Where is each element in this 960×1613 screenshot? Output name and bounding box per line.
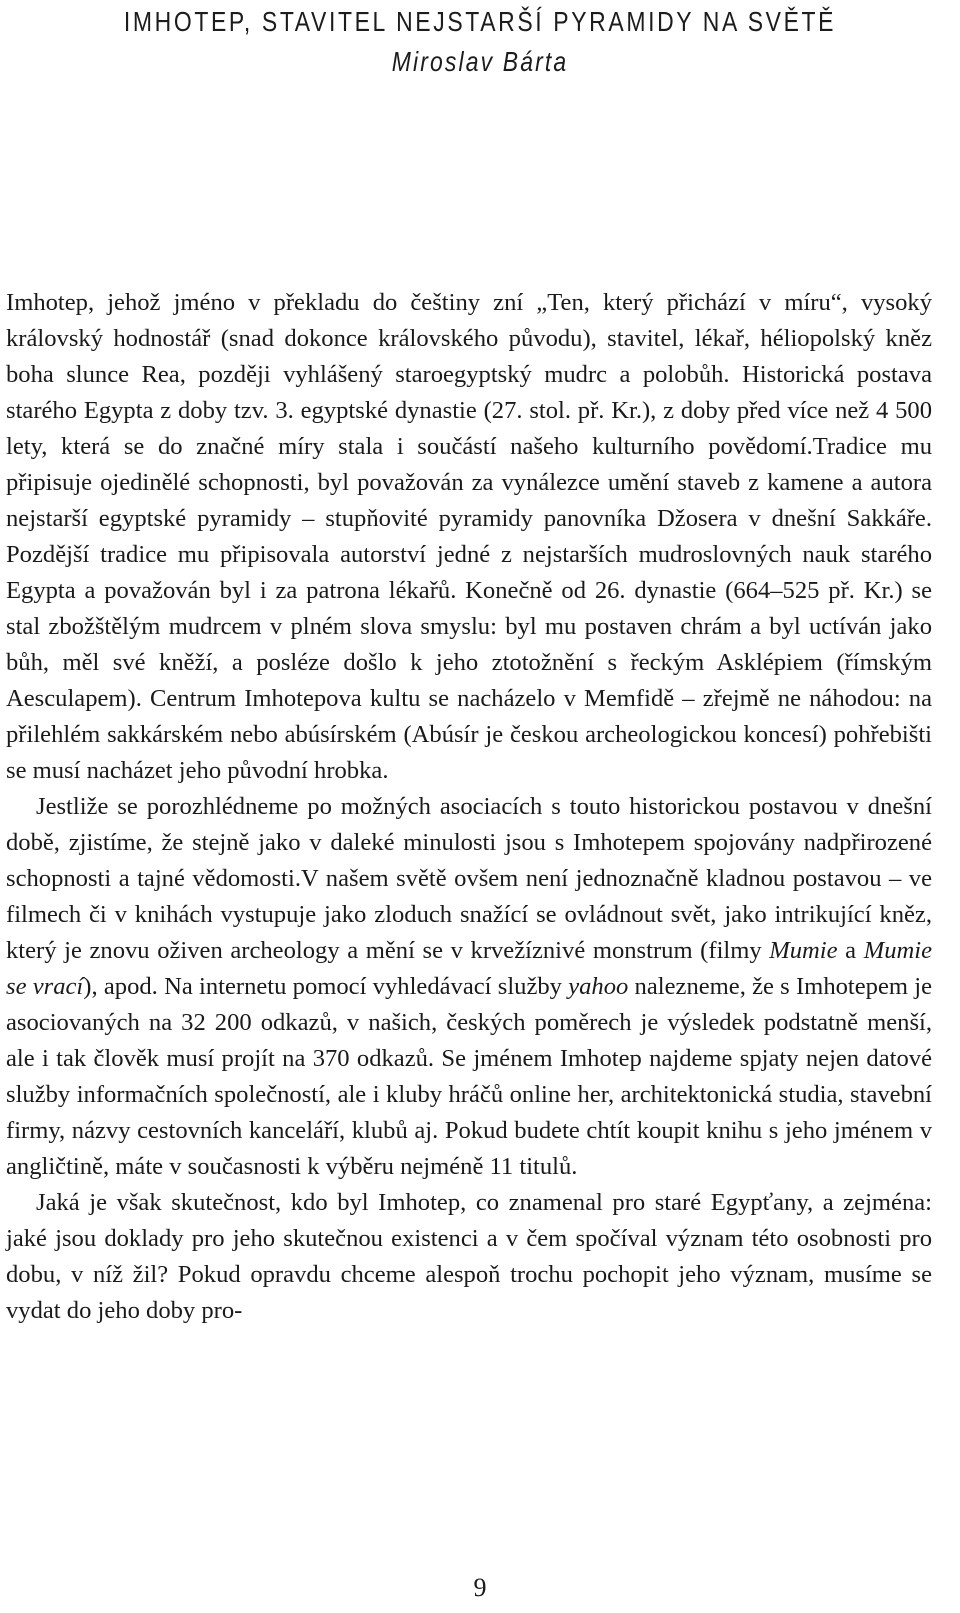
body-text	[6, 285, 932, 1329]
paragraph-1-text: Imhotep, jehož jméno v překladu do češtiny zní „Ten, který přichází v míru“, vysoký královský hodnostář (snad dokonce královského původu), stavitel, lékař, héliopolský kněz boha slunce Rea, později vyhlášený staroegyptský mudrc a polobůh. Historická postava starého Egypta z doby tzv. 3. egyptské dynastie (27. stol. př. Kr.), z doby před více než 4 500 lety, která se do značné míry stala i součástí našeho kulturního povědomí.Tradice mu připisuje ojedinělé schopnosti, byl považován za vynálezce umění staveb z kamene a autora nejstarší egyptské pyramidy – stupňovité pyramidy panovníka Džosera v dnešní Sakkáře. Pozdější tradice mu připisovala autorství jedné z nejstarších mudroslovných nauk starého Egypta a považován byl i za patrona lékařů. Konečně od 26. dynastie (664–525 př. Kr.) se stal zbožštělým mudrcem v plném slova smyslu: byl mu postaven chrám a byl uctíván jako bůh, měl své kněží, a posléze došlo k jeho ztotožnění s řeckým Asklépiem (římským Aesculapem). Centrum Imhotepova kultu se nacházelo v Memfidě – zřejmě ne náhodou: na přilehlém sakkárském nebo abúsírském (Abúsír je českou archeologickou koncesí) pohřebišti se musí nacházet jeho původní hrobka.	[6, 289, 932, 784]
paragraph-2-text: nalezneme, že s Imhotepem je asociovaných na 32 200 odkazů, v našich, českých poměrech je výsledek podstatně menší, ale i tak člověk musí projít na 370 odkazů. Se jménem Imhotep najdeme spjaty nejen datové služby informačních společností, ale i kluby hráčů online her, architektonická studia, stavební firmy, názvy cestovních kanceláří, klubů aj. Pokud budete chtít koupit knihu s jeho jménem v angličtině, máte v současnosti k výběru nejméně 11 titulů.	[6, 973, 933, 1180]
paragraph-3-text: Jaká je však skutečnost, kdo byl Imhotep, co znamenal pro staré Egypťany, a zejména: jaké jsou doklady pro jeho skutečnou existenci a v čem spočíval význam této osobnosti pro dobu, v níž žil? Pokud opravdu chceme alespoň trochu pochopit jeho význam, musíme se vydat do jeho doby pro-	[6, 1189, 932, 1324]
page-number: 9	[473, 1573, 487, 1602]
running-header	[0, 2, 960, 82]
running-author: Miroslav Bárta	[391, 46, 569, 77]
paragraph-1	[6, 285, 932, 789]
service-name-yahoo: yahoo	[568, 973, 629, 1000]
paragraph-2-text: a	[837, 937, 864, 964]
running-title: IMHOTEP, STAVITEL NEJSTARŠÍ PYRAMIDY NA SVĚTĚ	[123, 6, 837, 37]
film-title-mumie: Mumie	[769, 937, 838, 964]
paragraph-3	[6, 1185, 932, 1329]
film-title-mumie-se-vraci: Mumie se vrací	[6, 937, 932, 1000]
paragraph-2	[6, 789, 932, 1185]
paragraph-2-text: ), apod. Na internetu pomocí vyhledávací služby	[83, 973, 569, 1000]
paragraph-2-text: Jestliže se porozhlédneme po možných asociacích s touto historickou postavou v dnešní době, zjistíme, že stejně jako v daleké minulosti jsou s Imhotepem spojovány nadpřirozené schopnosti a tajné vědomosti.V našem světě ovšem není jednoznačně kladnou postavou – ve filmech či v knihách vystupuje jako zloduch snažící se ovládnout svět, jako intrikující kněz, který je znovu oživen archeology a mění se v krvežíznivé monstrum (filmy	[6, 793, 932, 964]
